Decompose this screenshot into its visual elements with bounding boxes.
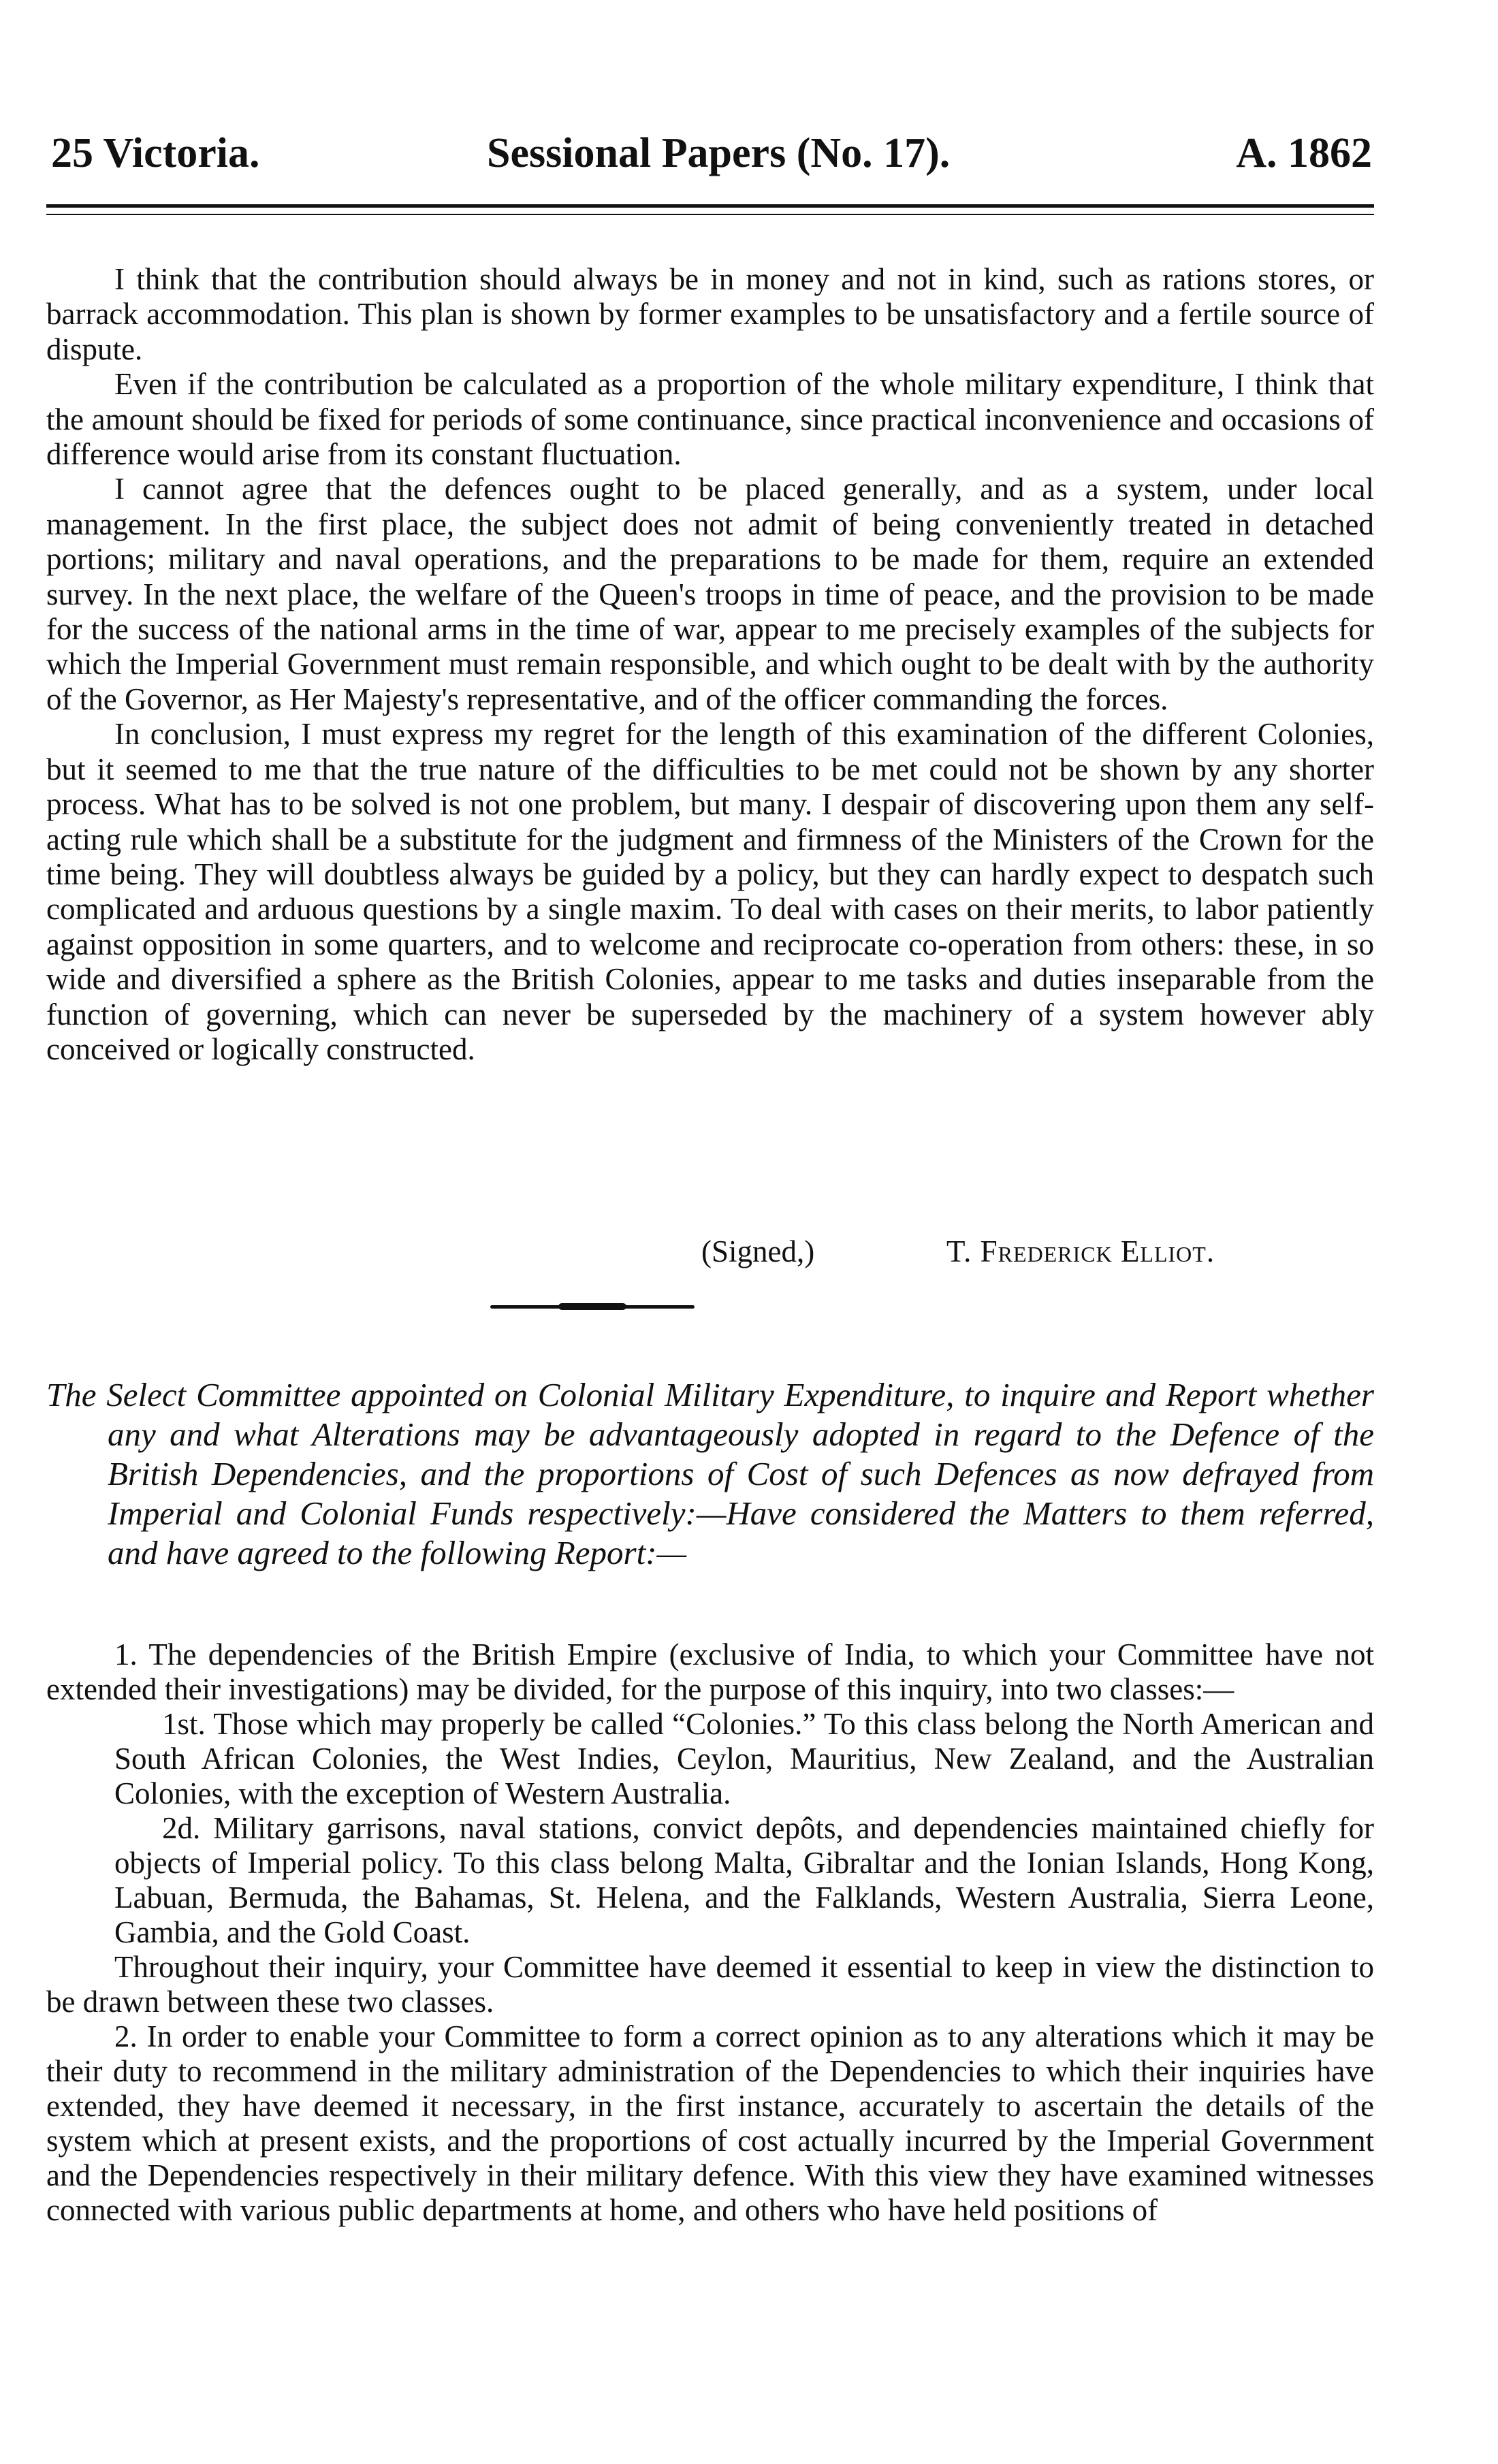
- header-rule-thick: [46, 204, 1374, 208]
- signed-label: (Signed,): [701, 1234, 815, 1268]
- report-class-1: 1st. Those which may properly be called “Colonies.” To this class belong the North American and South African Colonies, the West Indies, Ceylon, Mauritius, New Zealand, and the Australian Colonies, with the exception of Western Australia.: [114, 1707, 1374, 1810]
- report-body: [46, 1637, 1374, 2228]
- page-header: [51, 129, 1372, 184]
- signatory-name: T. Frederick Elliot.: [946, 1234, 1215, 1268]
- letter-paragraph: Even if the contribution be calculated as a proportion of the whole military expenditure, I think that the amount should be fixed for periods of some continuance, since practical inconvenience and occasions of difference would arise from its constant fluctuation.: [46, 367, 1374, 472]
- header-year: A. 1862: [1236, 130, 1372, 176]
- report-class-2: 2d. Military garrisons, naval stations, convict depôts, and dependencies maintained chiefly for objects of Imperial policy. To this class belong Malta, Gibraltar and the Ionian Islands, Hong Kong, Labuan, Bermuda, the Bahamas, St. Helena, and the Falklands, Western Australia, Sierra Leone, Gambia, and the Gold Coast.: [114, 1811, 1374, 1949]
- report-throughout: Throughout their inquiry, your Committee have deemed it essential to keep in view the distinction to be drawn between these two classes.: [46, 1950, 1374, 2019]
- header-title: Sessional Papers (No. 17).: [487, 130, 951, 176]
- header-volume: 25 Victoria.: [51, 130, 260, 176]
- letter-body: [46, 262, 1374, 1067]
- report-paragraph-2: 2. In order to enable your Committee to form a correct opinion as to any alterations which it may be their duty to recommend in the military administration of the Dependencies to which their inquiries have extended, they have deemed it necessary, in the first instance, accurately to ascertain the details of the system which at present exists, and the proportions of cost actually incurred by the Imperial Government and the Dependencies respectively in their military defence. With this view they have examined witnesses connected with various public departments at home, and others who have held positions of: [46, 2019, 1374, 2227]
- signature-block: [701, 1234, 1355, 1275]
- letter-paragraph: In conclusion, I must express my regret for the length of this examination of the different Colonies, but it seemed to me that the true nature of the difficulties to be met could not be shown by any shorter process. What has to be solved is not one problem, but many. I despair of discovering upon them any self-acting rule which shall be a substitute for the judgment and firmness of the Ministers of the Crown for the time being. They will doubtless always be guided by a policy, but they can hardly expect to despatch such complicated and arduous questions by a single maxim. To deal with cases on their merits, to labor patiently against opposition in some quarters, and to welcome and reciprocate co-operation from others: these, in so wide and diversified a sphere as the British Colonies, appear to me tasks and duties inseparable from the function of governing, which can never be superseded by the machinery of a system however ably conceived or logically constructed.: [46, 717, 1374, 1066]
- report-title-text: The Select Committee appointed on Colonial Military Expenditure, to inquire and Report whether any and what Alterations may be advantageously adopted in regard to the Defence of the British Dependencies, and the proportions of Cost of such Defences as now defrayed from Imperial and Colonial Funds respectively:—Have considered the Matters to them referred, and have agreed to the following Report:—: [46, 1376, 1374, 1571]
- report-paragraph-1: 1. The dependencies of the British Empire (exclusive of India, to which your Committee have not extended their investigations) may be divided, for the purpose of this inquiry, into two classes:—: [46, 1637, 1374, 1706]
- header-rule-thin: [46, 214, 1374, 215]
- letter-paragraph: I think that the contribution should always be in money and not in kind, such as rations stores, or barrack accommodation. This plan is shown by former examples to be unsatisfactory and a fertile source of dispute.: [46, 262, 1374, 366]
- section-divider-ornament: [558, 1303, 626, 1310]
- letter-paragraph: I cannot agree that the defences ought to be placed generally, and as a system, under local management. In the first place, the subject does not admit of being conveniently treated in detached portions; military and naval operations, and the preparations to be made for them, require an extended survey. In the next place, the welfare of the Queen's troops in time of peace, and the provision to be made for the success of the national arms in the time of war, appear to me precisely examples of the subjects for which the Imperial Government must remain responsible, and which ought to be dealt with by the authority of the Governor, as Her Majesty's representative, and of the officer commanding the forces.: [46, 472, 1374, 716]
- report-title: [46, 1375, 1374, 1573]
